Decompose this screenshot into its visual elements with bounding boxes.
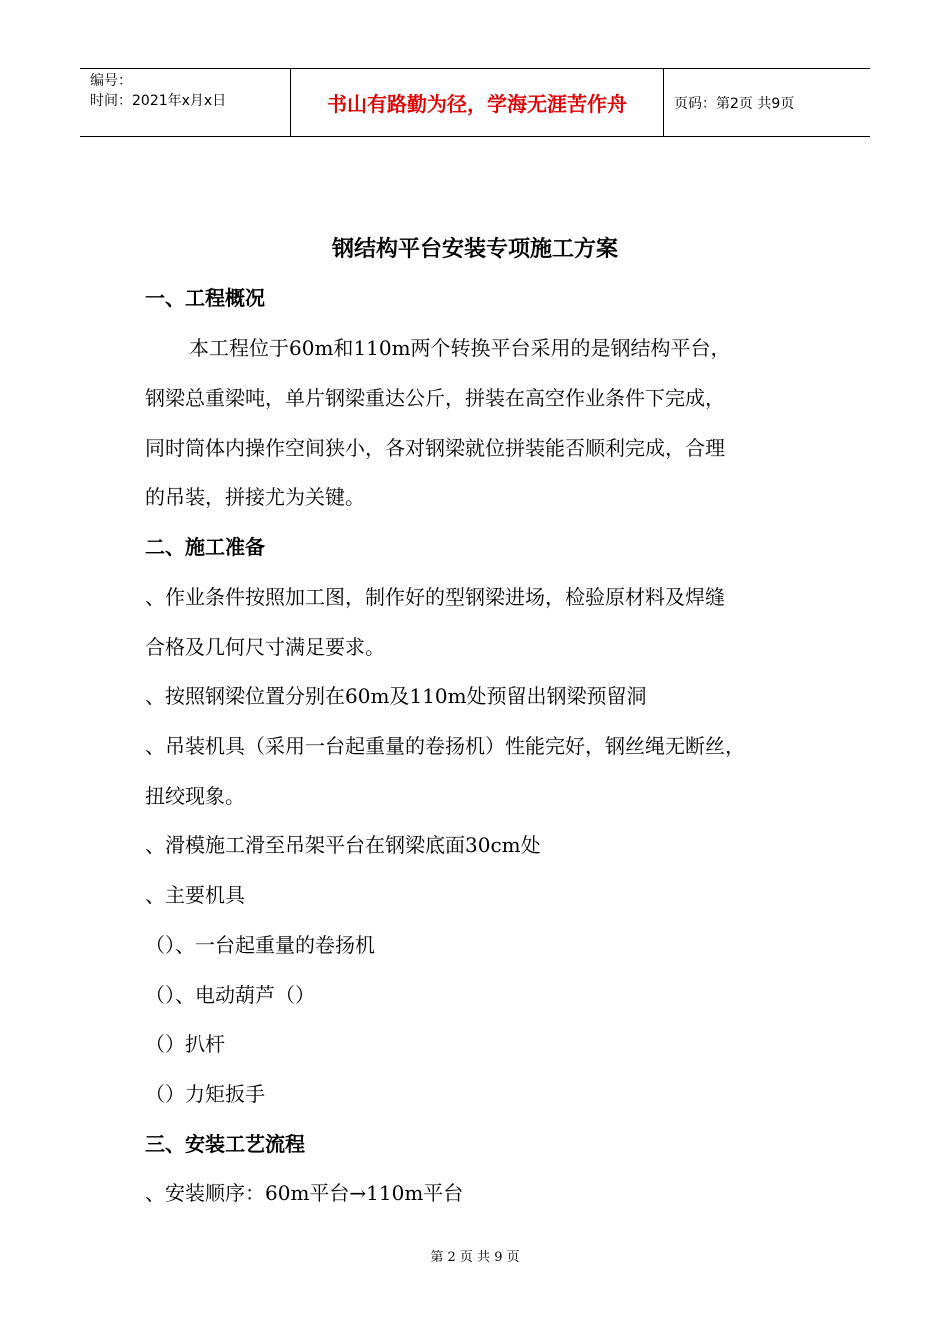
page-header — [80, 68, 870, 137]
list-item: （）、电动葫芦（） — [145, 983, 315, 1007]
section-heading-preparation: 二、施工准备 — [145, 535, 265, 559]
header-meta — [80, 69, 291, 136]
paragraph-line: 、安装顺序：60m平台→110m平台 — [145, 1181, 464, 1205]
paragraph-line: 本工程位于60m和110m两个转换平台采用的是钢结构平台， — [189, 336, 731, 360]
page-footer: 第 2 页 共 9 页 — [430, 1250, 520, 1265]
section-heading-process: 三、安装工艺流程 — [145, 1132, 305, 1156]
paragraph-line: 、滑模施工滑至吊架平台在钢梁底面30cm处 — [145, 833, 541, 857]
document-number-label: 编号： — [90, 73, 132, 89]
list-item: （）力矩扳手 — [145, 1082, 265, 1106]
paragraph-line: 同时筒体内操作空间狭小，各对钢梁就位拼装能否顺利完成，合理 — [145, 436, 725, 460]
list-item: （）扒杆 — [145, 1032, 225, 1056]
paragraph-line: 的吊装，拼接尤为关键。 — [145, 485, 365, 509]
document-date: 时间：2021年x月x日 — [90, 93, 227, 109]
paragraph-line: 、按照钢梁位置分别在60m及110m处预留出钢梁预留洞 — [145, 684, 647, 708]
paragraph-line: 扭绞现象。 — [145, 784, 245, 808]
list-item: （）、一台起重量的卷扬机 — [145, 933, 375, 957]
paragraph-line: 、主要机具 — [145, 883, 245, 907]
section-heading-overview: 一、工程概况 — [145, 286, 265, 310]
header-motto: 书山有路勤为径，学海无涯苦作舟 — [291, 69, 664, 136]
paragraph-line: 合格及几何尺寸满足要求。 — [145, 635, 385, 659]
paragraph-line: 钢梁总重梁吨，单片钢梁重达公斤，拼装在高空作业条件下完成， — [145, 386, 725, 410]
document-title: 钢结构平台安装专项施工方案 — [331, 237, 618, 262]
paragraph-line: 、作业条件按照加工图，制作好的型钢梁进场，检验原材料及焊缝 — [145, 585, 725, 609]
paragraph-line: 、吊装机具（采用一台起重量的卷扬机）性能完好，钢丝绳无断丝， — [145, 734, 745, 758]
header-page-code: 页码：第2页 共9页 — [674, 95, 795, 112]
